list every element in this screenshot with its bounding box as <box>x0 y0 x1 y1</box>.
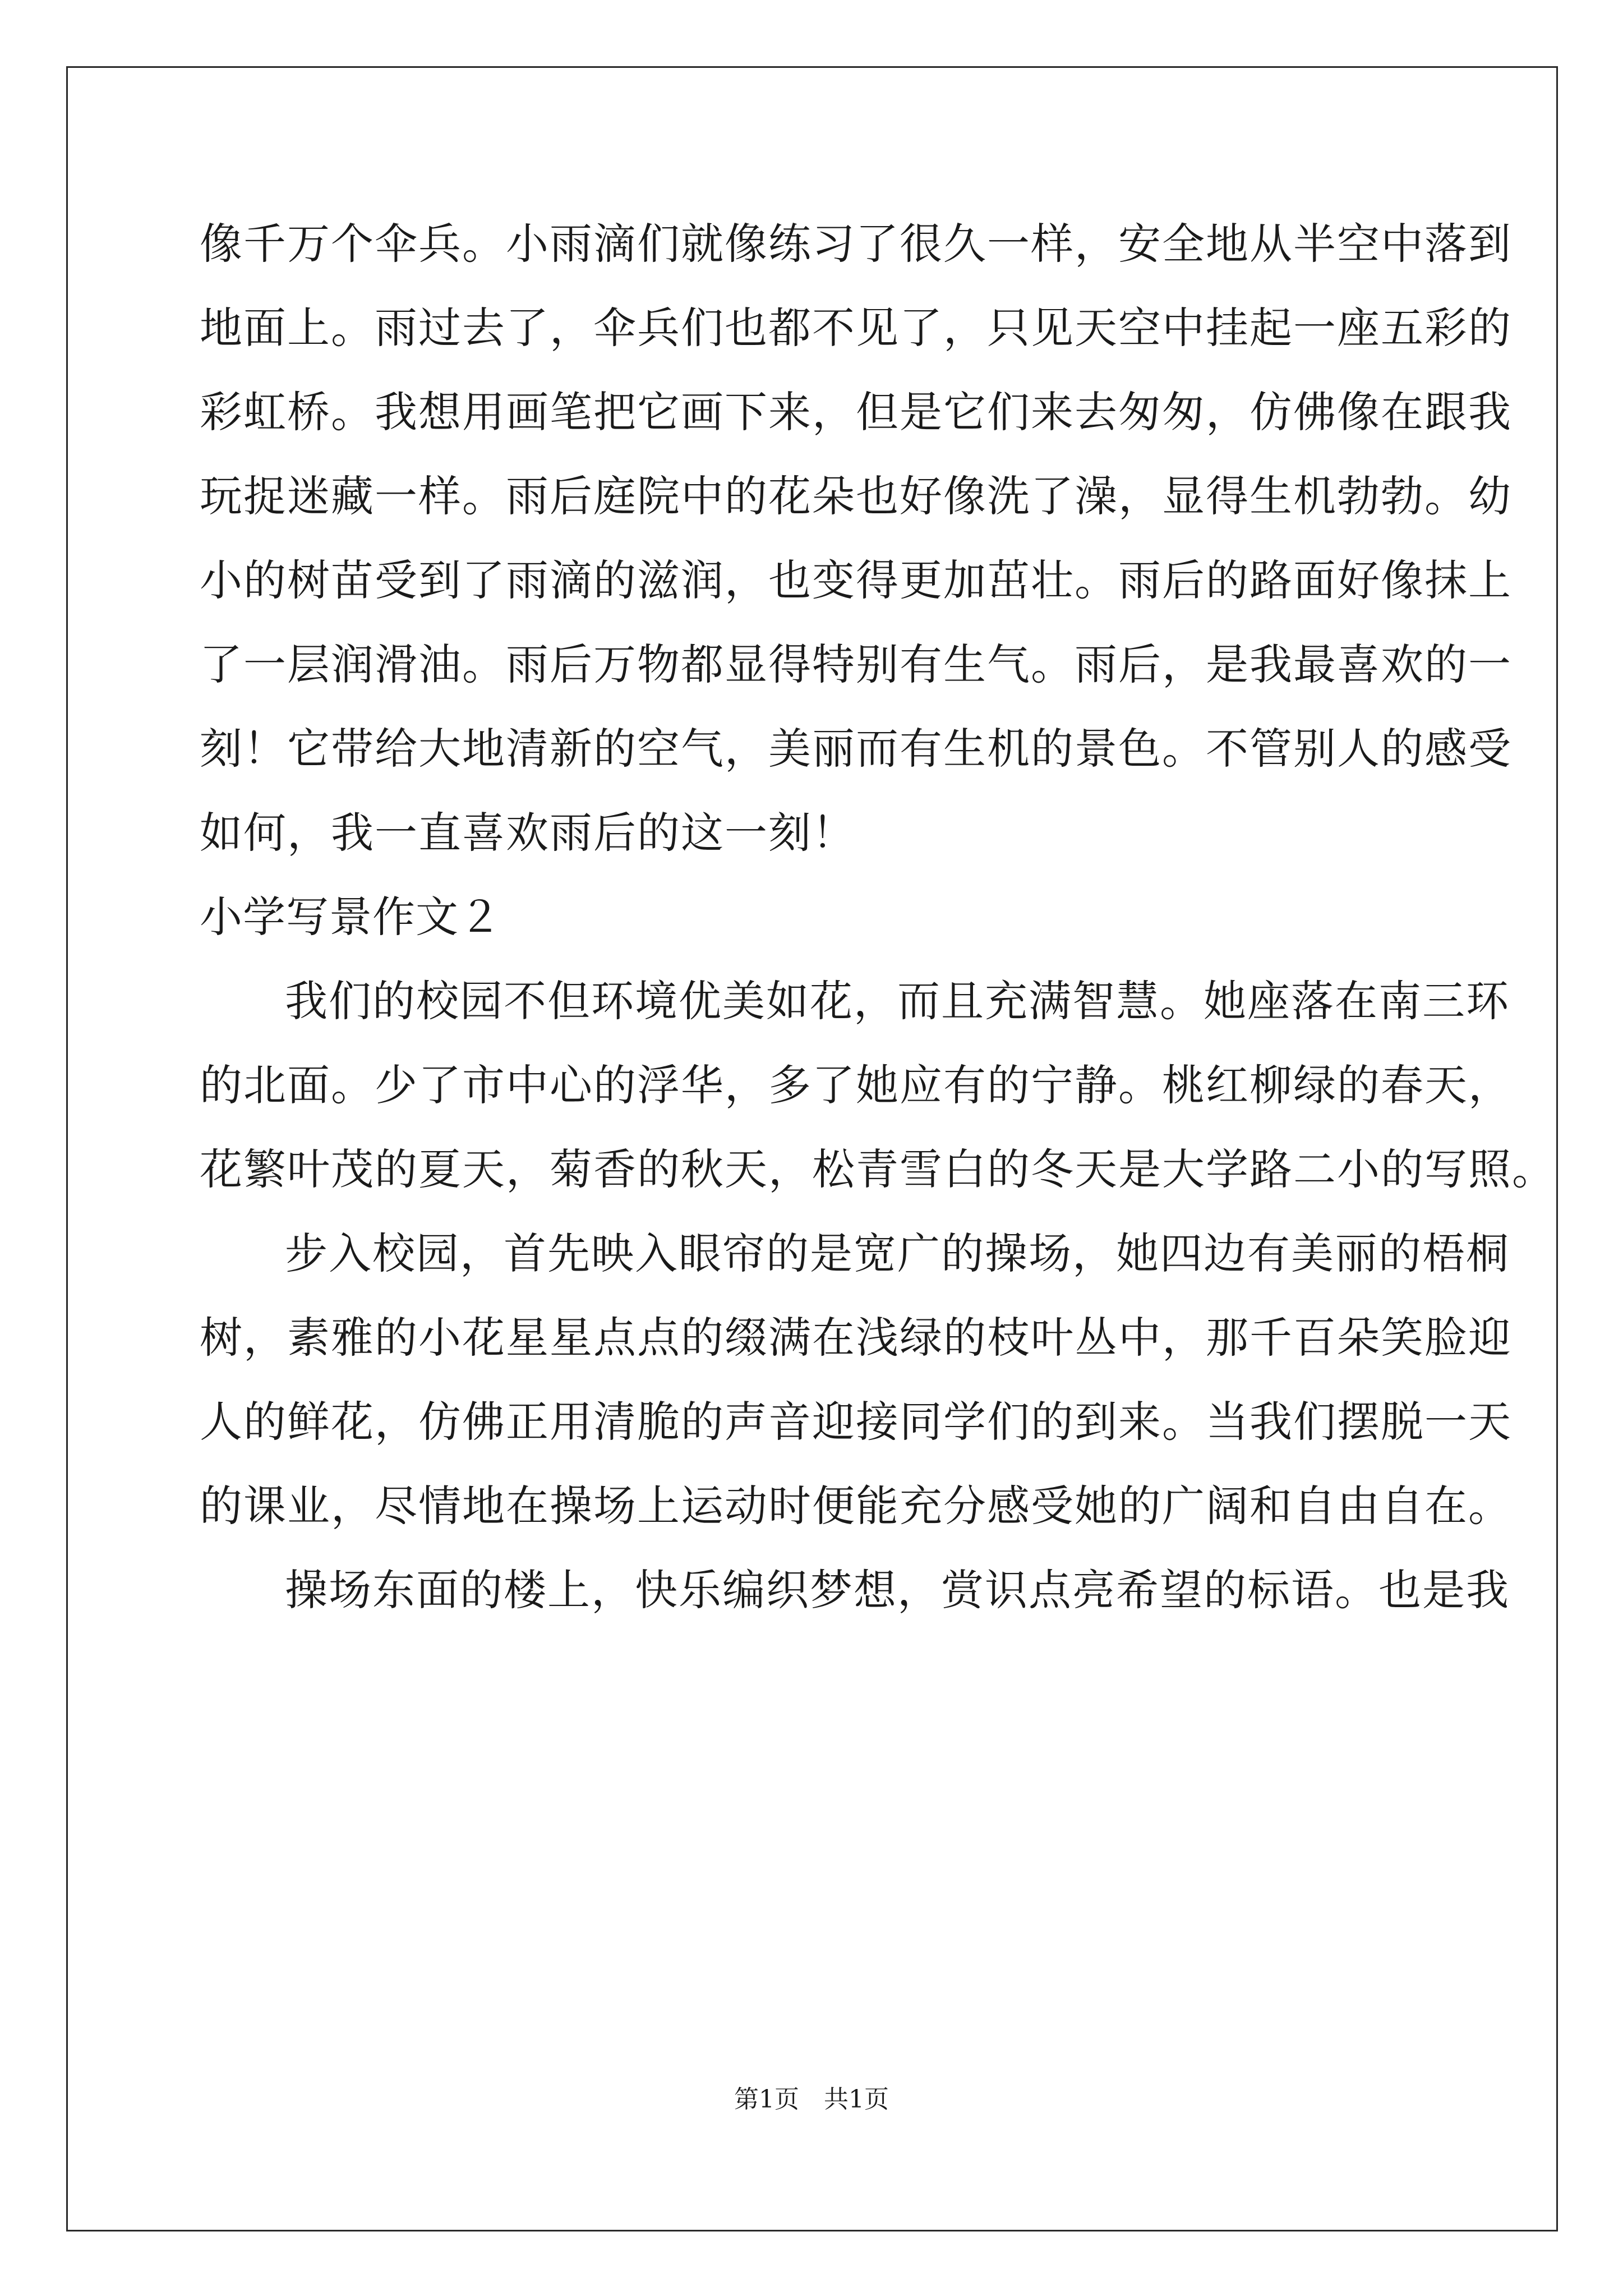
text-line: 的课业，尽情地在操场上运动时便能充分感受她的广阔和自由自在。 <box>200 1481 1512 1531</box>
paragraph-first-line: 步入校园，首先映入眼帘的是宽广的操场，她四边有美丽的梧桐 <box>285 1228 1510 1278</box>
text-line: 像千万个伞兵。小雨滴们就像练习了很久一样，安全地从半空中落到 <box>200 219 1512 269</box>
text-line: 刻！它带给大地清新的空气，美丽而有生机的景色。不管别人的感受 <box>200 724 1512 774</box>
text-line: 地面上。雨过去了，伞兵们也都不见了，只见天空中挂起一座五彩的 <box>200 303 1512 353</box>
paragraph-first-line: 操场东面的楼上，快乐编织梦想，赏识点亮希望的标语。也是我 <box>285 1565 1510 1615</box>
text-line: 树，素雅的小花星星点点的缀满在浅绿的枝叶丛中，那千百朵笑脸迎 <box>200 1313 1512 1363</box>
text-line: 的北面。少了市中心的浮华，多了她应有的宁静。桃红柳绿的春天， <box>200 1060 1512 1110</box>
text-line: 了一层润滑油。雨后万物都显得特别有生气。雨后，是我最喜欢的一 <box>200 639 1512 689</box>
text-line: 彩虹桥。我想用画笔把它画下来，但是它们来去匆匆，仿佛像在跟我 <box>200 387 1512 437</box>
text-line: 如何，我一直喜欢雨后的这一刻！ <box>200 808 856 858</box>
text-line: 人的鲜花，仿佛正用清脆的声音迎接同学们的到来。当我们摆脱一天 <box>200 1397 1512 1447</box>
section-heading: 小学写景作文２ <box>200 892 502 942</box>
document-body <box>200 202 1556 1632</box>
paragraph-first-line: 我们的校园不但环境优美如花，而且充满智慧。她座落在南三环 <box>285 976 1510 1026</box>
page-number-footer: 第1页 共1页 <box>734 2085 889 2114</box>
text-line: 玩捉迷藏一样。雨后庭院中的花朵也好像洗了澡，显得生机勃勃。幼 <box>200 471 1512 521</box>
text-line: 小的树苗受到了雨滴的滋润，也变得更加茁壮。雨后的路面好像抹上 <box>200 555 1512 605</box>
text-line: 花繁叶茂的夏天，菊香的秋天，松青雪白的冬天是大学路二小的写照。 <box>200 1144 1556 1194</box>
